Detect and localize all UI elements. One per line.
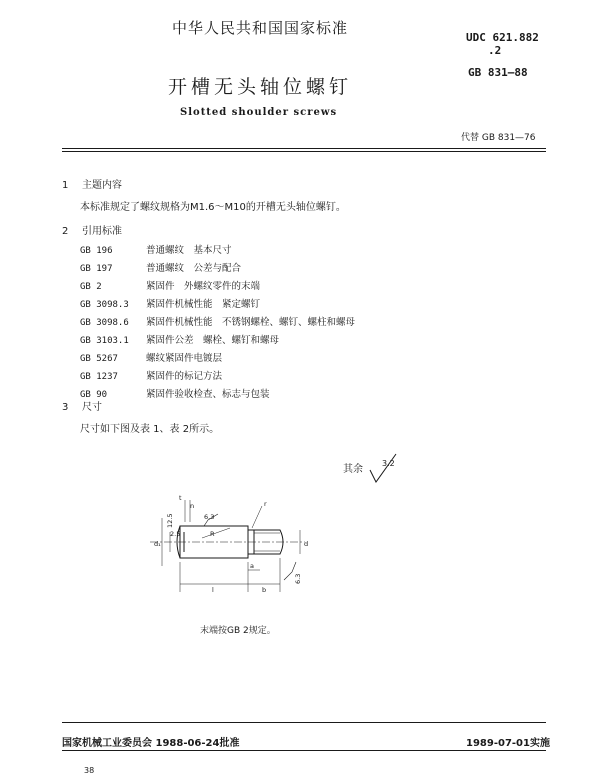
label-d1: d₁	[154, 540, 161, 548]
label-ra-top: 6.3	[204, 513, 215, 521]
reference-item	[80, 368, 355, 386]
roughness-other-label: 其余	[343, 464, 363, 475]
section-number: 3	[62, 402, 69, 413]
label-n: n	[190, 502, 195, 510]
reference-title: 紧固件验收检查、标志与包装	[146, 389, 270, 400]
label-ra-slot: 2.5	[170, 530, 181, 538]
label-r: r	[264, 500, 267, 508]
section-3-text: 尺寸如下图及表 1、表 2所示。	[80, 424, 220, 435]
roughness-other	[343, 460, 363, 475]
label-b: b	[262, 586, 267, 594]
page-number: 38	[84, 766, 95, 775]
leader-R	[202, 528, 230, 538]
reference-list	[80, 242, 355, 404]
approval-date: 国家机械工业委员会 1988-06-24批准	[62, 738, 240, 749]
reference-code: GB 3103.1	[80, 336, 129, 346]
reference-title: 紧固件机械性能 不锈钢螺栓、螺钉、螺柱和螺母	[146, 317, 356, 328]
section-3-heading	[62, 398, 102, 413]
reference-title: 紧固件的标记方法	[146, 371, 223, 382]
reference-item	[80, 242, 355, 260]
reference-item	[80, 260, 355, 278]
reference-title: 紧固件公差 螺栓、螺钉和螺母	[146, 335, 280, 346]
screw-drawing	[140, 492, 320, 614]
section-title: 引用标准	[82, 226, 122, 237]
reference-code: GB 3098.6	[80, 318, 129, 328]
reference-code: GB 1237	[80, 372, 118, 382]
leader-r	[252, 506, 262, 528]
reference-code: GB 5267	[80, 354, 118, 364]
footer-rule	[62, 722, 546, 723]
header-rule-top	[62, 148, 546, 149]
standard-title-cn: 开槽无头轴位螺钉	[167, 76, 352, 98]
reference-item	[80, 332, 355, 350]
label-ra-bottom: 6.3	[294, 573, 302, 584]
reference-item	[80, 386, 355, 404]
label-R: R	[210, 530, 215, 538]
section-number: 2	[62, 226, 69, 237]
label-a: a	[250, 562, 254, 570]
label-t: t	[179, 494, 182, 502]
footer-rule-bottom	[62, 750, 546, 751]
standard-title-en: Slotted shoulder screws	[180, 107, 338, 118]
replaces-note: 代替 GB 831—76	[461, 133, 536, 143]
effective-date: 1989-07-01实施	[466, 738, 550, 749]
udc-code	[466, 31, 539, 57]
section-2-heading	[62, 222, 122, 237]
roughness-symbol	[368, 452, 408, 486]
reference-title: 紧固件机械性能 紧定螺钉	[146, 299, 261, 310]
reference-item	[80, 314, 355, 332]
reference-item	[80, 278, 355, 296]
national-standard-title: 中华人民共和国国家标准	[171, 19, 348, 37]
reference-code: GB 196	[80, 246, 113, 256]
section-title: 尺寸	[82, 402, 102, 413]
label-ra-left: 12.5	[166, 513, 174, 528]
reference-title: 紧固件 外螺纹零件的末端	[146, 281, 261, 292]
reference-item	[80, 350, 355, 368]
figure-caption: 末端按GB 2规定。	[200, 626, 276, 636]
reference-item	[80, 296, 355, 314]
section-1-text: 本标准规定了螺纹规格为M1.6～M10的开槽无头轴位螺钉。	[80, 202, 346, 213]
udc-line-1: UDC 621.882	[466, 31, 539, 44]
reference-code: GB 197	[80, 264, 113, 274]
section-number: 1	[62, 180, 69, 191]
section-title: 主题内容	[82, 180, 122, 191]
gb-number: GB 831—88	[468, 66, 528, 79]
reference-title: 普通螺纹 基本尺寸	[146, 245, 232, 256]
header-rule-bottom	[62, 151, 546, 152]
reference-title: 螺纹紧固件电镀层	[146, 353, 223, 364]
reference-code: GB 3098.3	[80, 300, 129, 310]
reference-code: GB 2	[80, 282, 102, 292]
label-d: d	[304, 540, 309, 548]
label-l: l	[212, 586, 214, 594]
reference-code: GB 90	[80, 390, 108, 400]
section-1-heading	[62, 176, 122, 191]
roughness-value: 3.2	[382, 459, 395, 468]
reference-title: 普通螺纹 公差与配合	[146, 263, 242, 274]
udc-line-2: .2	[488, 44, 502, 57]
